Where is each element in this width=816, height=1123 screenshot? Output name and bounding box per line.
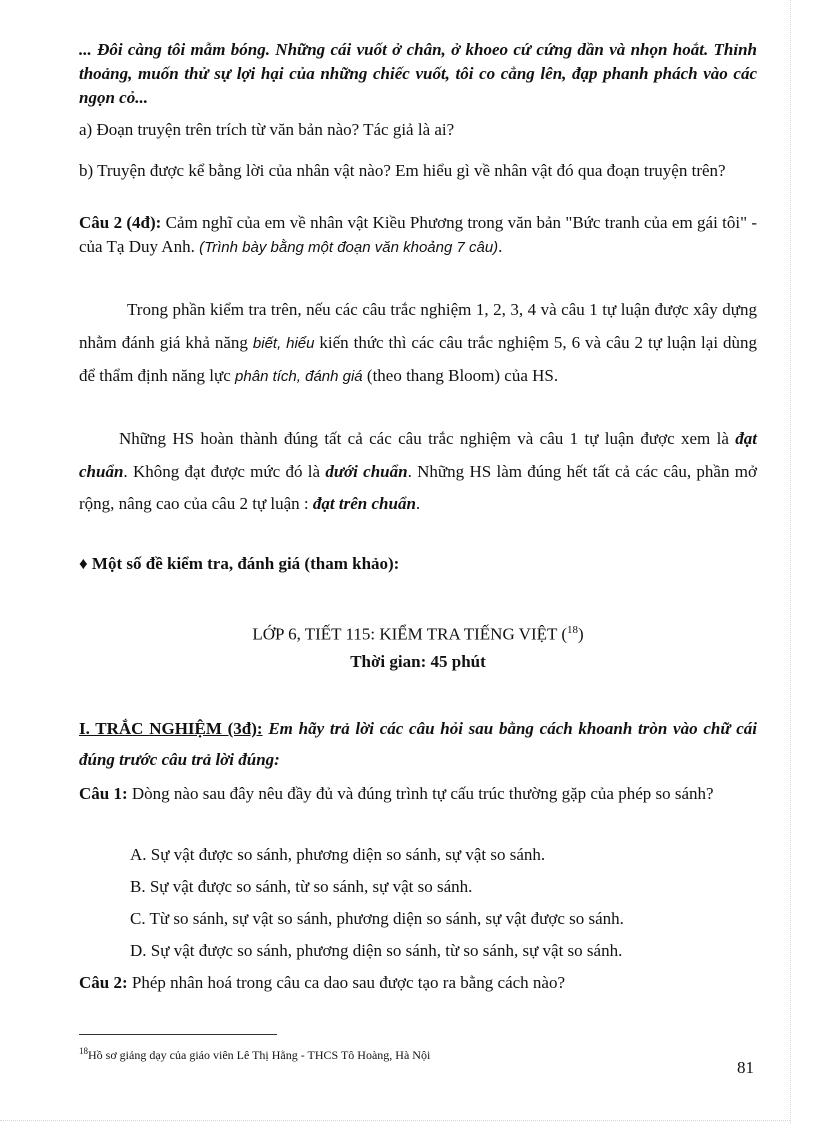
- footnote: [79, 1043, 430, 1063]
- option-c: C. Từ so sánh, sự vật so sánh, phương diện so sánh, sự vật được so sánh.: [130, 909, 624, 928]
- essay-question-2: Câu 2 (4đ): Cảm nghĩ của em về nhân vật Kiều Phương trong văn bản "Bức tranh của em gái tôi" - của Tạ Duy Anh. (Trình bày bằng một đoạn văn khoảng 7 câu).: [79, 213, 758, 256]
- option-a: A. Sự vật được so sánh, phương diện so sánh, sự vật so sánh.: [130, 845, 546, 864]
- question-b: b) Truyện được kể bằng lời của nhân vật nào? Em hiểu gì về nhân vật đó qua đoạn truyện trên?: [79, 161, 726, 180]
- page-number: 81: [737, 1058, 754, 1077]
- footnote-text: Hồ sơ giảng dạy của giáo viên Lê Thị Hằng - THCS Tô Hoàng, Hà Nội: [88, 1048, 431, 1062]
- level-above-standard: đạt trên chuẩn: [312, 494, 416, 513]
- literary-excerpt: [79, 38, 757, 110]
- level-below-standard: dưới chuẩn: [325, 461, 408, 481]
- part-heading-label: I. TRẮC NGHIỆM (3đ):: [79, 719, 263, 738]
- option-d: D. Sự vật được so sánh, phương diện so sánh, từ so sánh, sự vật so sánh.: [130, 941, 623, 960]
- mc-question-1: Câu 1: Dòng nào sau đây nêu đầy đủ và đúng trình tự cấu trúc thường gặp của phép so sánh?: [79, 784, 714, 803]
- excerpt-text: ... Đôi càng tôi mẫm bóng. Những cái vuốt ở chân, ở khoeo cứ cứng dần và nhọn hoắt. Thỉnh thoảng, muốn thử sự lợi hại của những chiếc vuốt, tôi co cẳng lên, đạp phanh phách vào các ngọn cỏ...: [79, 40, 757, 107]
- exam-time: Thời gian: 45 phút: [350, 652, 486, 671]
- analysis-paragraph-2: Những HS hoàn thành đúng tất cả các câu trắc nghiệm và câu 1 tự luận được xem là đạt chuẩn. Không đạt được mức đó là dưới chuẩn. Những HS làm đúng hết tất cả các câu, phần mở rộng, nâng cao của câu 2 tự luận : đạt trên chuẩn.: [79, 429, 757, 513]
- mc-question-2: Câu 2: Phép nhân hoá trong câu ca dao sau được tạo ra bằng cách nào?: [79, 973, 566, 992]
- exam-title: LỚP 6, TIẾT 115: KIỂM TRA TIẾNG VIỆT ($^{18}$): [252, 624, 584, 644]
- footnote-separator: [79, 1034, 277, 1035]
- part-1-heading: [79, 713, 757, 775]
- question-note: (Trình bày bằng một đoạn văn khoảng 7 câu): [199, 239, 499, 256]
- analysis-paragraph-1: Trong phần kiểm tra trên, nếu các câu trắc nghiệm 1, 2, 3, 4 và câu 1 tự luận được xây dựng nhằm đánh giá khả năng biết, hiểu kiến thức thì các câu trắc nghiệm 5, 6 và câu 2 tự luận lại dùng để thẩm định năng lực phân tích, đánh giá (theo thang Bloom) của HS.: [79, 300, 757, 385]
- question-a: a) Đoạn truyện trên trích từ văn bản nào? Tác giả là ai?: [79, 120, 455, 139]
- question-label: Câu 1:: [79, 784, 128, 803]
- option-b: B. Sự vật được so sánh, từ so sánh, sự vật so sánh.: [130, 877, 473, 896]
- part-instruction: Em hãy trả lời các câu hỏi sau bằng cách khoanh tròn vào chữ cái đúng trước câu trả lời đúng:: [79, 719, 758, 769]
- question-label: Câu 2 (4đ):: [79, 213, 162, 232]
- footnote-ref: 18: [566, 624, 578, 636]
- section-heading: ♦ Một số đề kiểm tra, đánh giá (tham khảo):: [79, 554, 400, 573]
- question-label: Câu 2:: [79, 973, 128, 992]
- level-standard: đạt chuẩn: [79, 429, 757, 481]
- page-bottom-rule: [0, 1120, 790, 1121]
- footnote-number: 18: [79, 1046, 88, 1056]
- page-edge-rule: [790, 0, 791, 1123]
